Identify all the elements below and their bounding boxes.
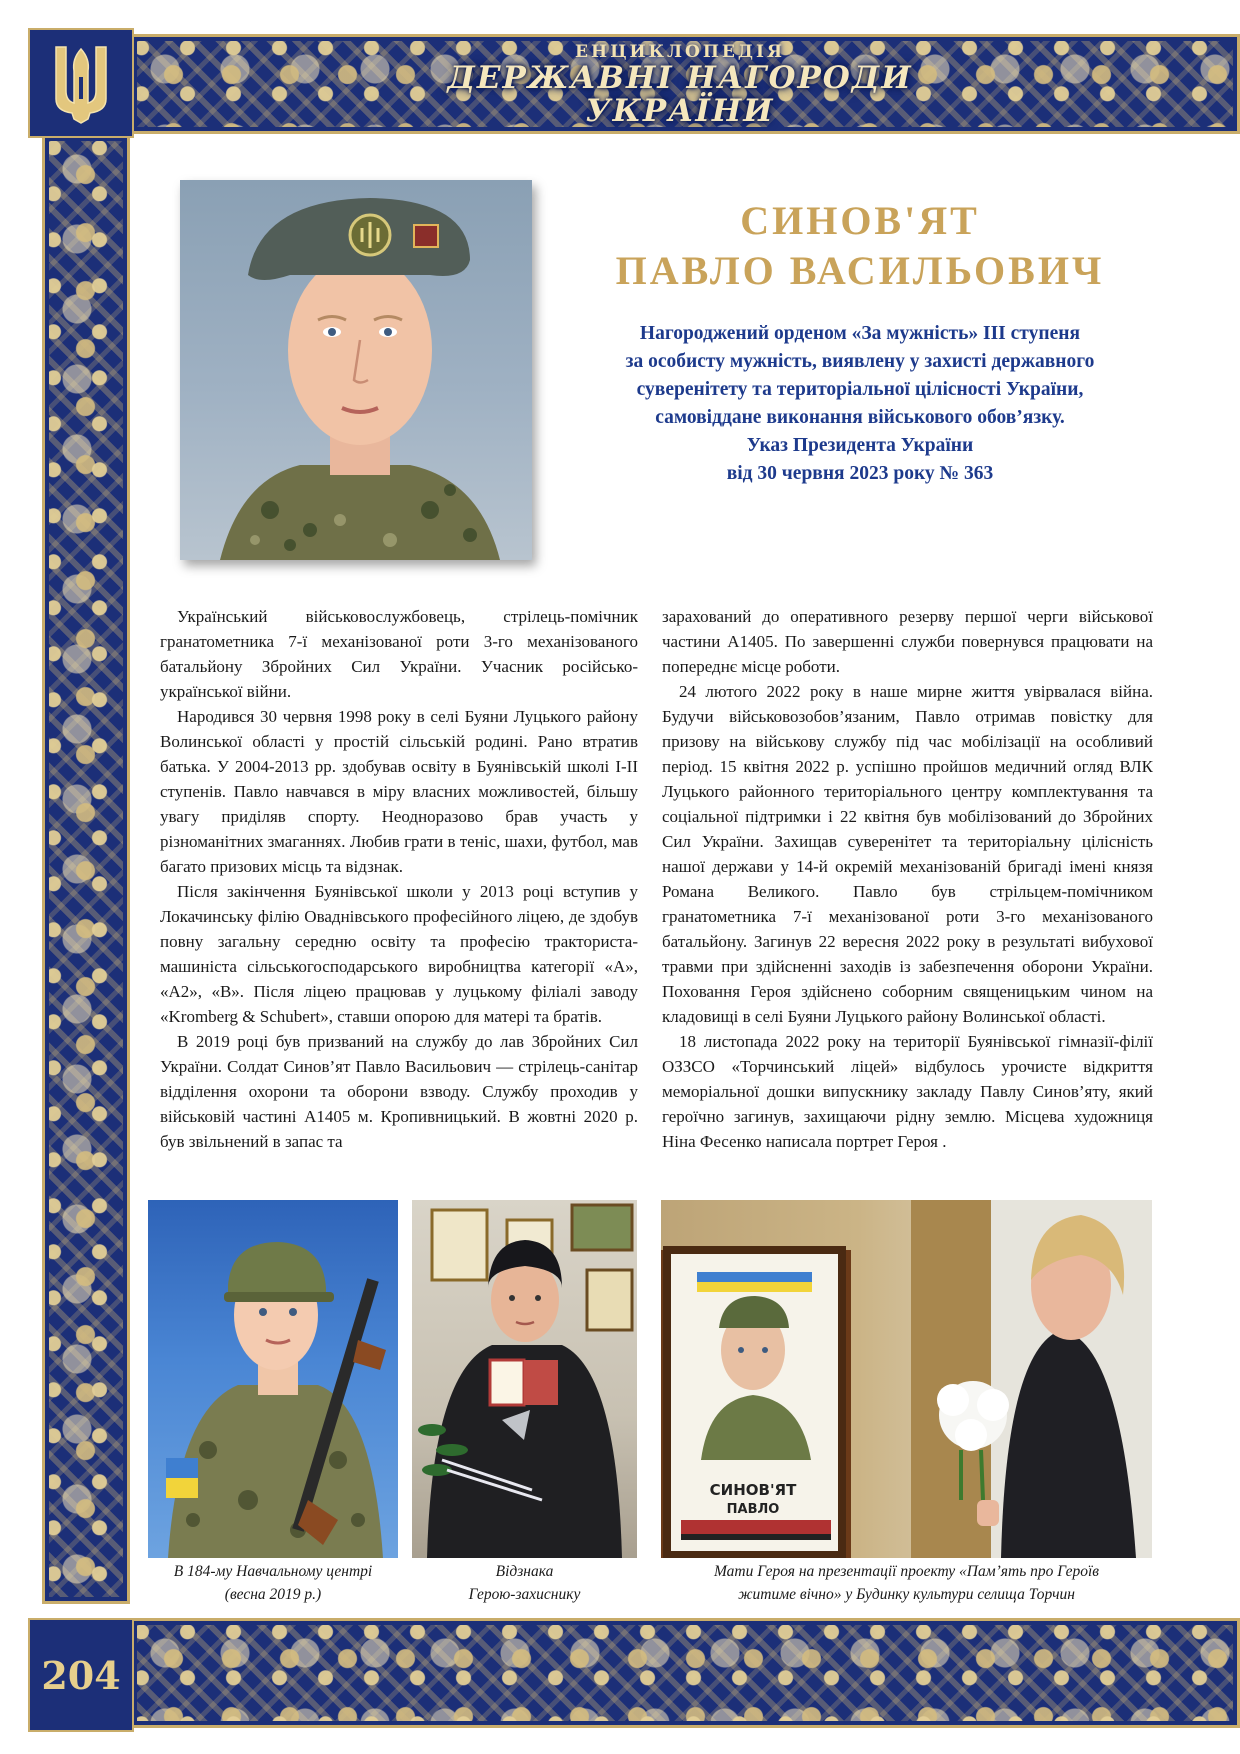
caption-line: житиме вічно» у Будинку культури селища Торчин	[738, 1586, 1075, 1603]
mother-with-award-photo	[412, 1200, 637, 1558]
training-center-photo	[148, 1200, 398, 1558]
award-line: Нагороджений орденом «За мужність» ІІІ ступеня	[639, 323, 1081, 344]
hero-portrait-photo	[180, 180, 532, 560]
award-decree-line: Указ Президента України	[746, 435, 974, 456]
award-line: самовіддане виконання військового обов’язку.	[655, 407, 1065, 428]
caption-line: Герою-захиснику	[468, 1586, 581, 1603]
painting-inscription-line-2: ПАВЛО	[726, 1502, 780, 1517]
hero-surname: СИНОВ'ЯТ	[740, 198, 980, 243]
hero-given-names: ПАВЛО ВАСИЛЬОВИЧ	[615, 248, 1105, 293]
body-paragraph: 18 листопада 2022 року на території Буянівської гімназії-філії ОЗЗСО «Торчинський ліцей» відбулось урочисте відкриття меморіальної дошки випускнику закладу Павлу Синов’яту, який героїчно загинув, захищаючи рідну землю. Місцева художниця Ніна Фесенко написала портрет Героя .	[662, 1032, 1153, 1151]
caption-line: В 184-му Навчальному центрі	[173, 1563, 373, 1580]
award-statement	[580, 320, 1140, 488]
body-paragraph: Український військовослужбовець, стрілець-помічник гранатометника 7-ї механізованої роти 3-го механізованого батальйону Збройних Сил України. Учасник російсько-української війни.	[160, 607, 638, 701]
mother-holding-award-image	[412, 1200, 637, 1558]
encyclopedia-kicker: ЕНЦИКЛОПЕДІЯ	[575, 42, 785, 62]
caption-line: Мати Героя на презентації проекту «Пам’ять про Героїв	[713, 1563, 1100, 1580]
soldier-with-rifle-image	[148, 1200, 398, 1558]
encyclopedia-title-line-2: УКРАЇНИ	[585, 93, 775, 129]
award-line: за особисту мужність, виявлену у захисті державного	[625, 351, 1095, 372]
body-paragraph: 24 лютого 2022 року в наше мирне життя увірвалася війна. Будучи військовозобов’язаним, Павло отримав повістку для призову на військову службу під час мобілізації на особливий період. 15 квітня 2022 р. успішно пройшов медичний огляд ВЛК Луцького районного територіального центру комплектування та соціальної підтримки і 22 квітня був мобілізований до Збройних Сил України. Захищав суверенітет та територіальну цілісність нашої держави у 14-й окремій механізованій бригаді імені князя Романа Великого. Павло був стрільцем-помічником гранатометника 7-ї механізованої роти 3-го механізованого батальйону. Загинув 22 вересня 2022 року в результаті вибухової травми при здійсненні заходів із забезпечення оборони України. Поховання Героя здійснено соборним священицьким чином на кладовищі в селі Буяни Луцького району Волинської області.	[662, 682, 1153, 1026]
trident-icon	[50, 41, 112, 125]
body-paragraph: В 2019 році був призваний на службу до лав Збройних Сил України. Солдат Синов’ят Павло Васильович — стрілець-санітар відділення охорони та оборони взводу. Службу проходив у військовій частині А1405 м. Кропивницький. В жовтні 2020 р. був звільнений в запас та	[160, 1032, 638, 1151]
award-decree-date-line: від 30 червня 2023 року № 363	[726, 463, 994, 484]
coat-of-arms	[28, 28, 134, 138]
caption-line: (весна 2019 р.)	[224, 1586, 322, 1603]
left-ornament-band	[42, 134, 130, 1604]
hero-name	[580, 196, 1140, 296]
page-number-box	[28, 1618, 134, 1732]
award-line: суверенітету та територіальної цілісності України,	[636, 379, 1084, 400]
caption-line: Відзнака	[495, 1563, 554, 1580]
presentation-photo-caption	[661, 1560, 1152, 1606]
soldier-portrait-image	[180, 180, 532, 560]
painting-and-mother-image	[661, 1200, 1152, 1558]
portrait-presentation-photo	[661, 1200, 1152, 1558]
body-paragraph: Після закінчення Буянівської школи у 2013 році вступив у Локачинську філію Оваднівського професійного ліцею, де здобув повну загальну середню освіту та професію тракториста-машиніста сільськогосподарського виробництва категорії «А», «А2», «В». Після ліцею працював у луцькому філіалі заводу «Kromberg & Schubert», ставши опорою для матері та братів.	[160, 882, 638, 1026]
body-paragraph: Народився 30 червня 1998 року в селі Буяни Луцького району Волинської області у простій сільській родині. Рано втратив батька. У 2004-2013 рр. здобував освіту в Буянівській школі І-ІІ ступенів. Павло навчався в міру власних можливостей, більшу увагу приділяв спорту. Неодноразово брав участь у різноманітних змаганнях. Любив грати в теніс, шахи, футбол, мав багато призових місць та відзнак.	[160, 707, 638, 876]
encyclopedia-title-line-1: ДЕРЖАВНІ НАГОРОДИ	[447, 60, 913, 96]
award-photo-caption	[412, 1560, 637, 1606]
footer-ornament-band	[130, 1618, 1240, 1728]
body-column-right	[662, 604, 1153, 1154]
page-number: 204	[41, 1652, 121, 1698]
body-column-left	[160, 604, 638, 1154]
encyclopedia-title	[440, 42, 920, 128]
painting-inscription-line-1: СИНОВ'ЯТ	[709, 1481, 797, 1499]
body-paragraph: зарахований до оперативного резерву першої черги військової частини А1405. По завершенні служби повернувся працювати на попереднє місце роботи.	[662, 607, 1153, 676]
training-photo-caption	[148, 1560, 398, 1606]
